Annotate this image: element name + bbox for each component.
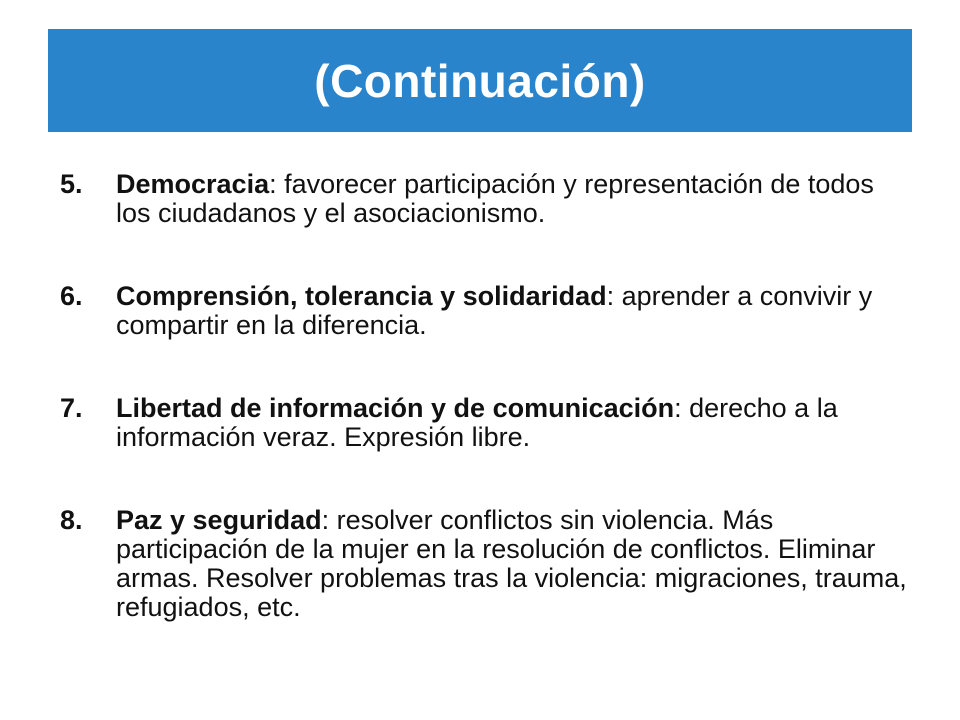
slide-title: (Continuación) <box>314 54 646 107</box>
item-term: Paz y seguridad <box>116 505 322 535</box>
item-term: Democracia <box>116 169 270 199</box>
list-item <box>60 394 910 452</box>
item-number: 5. <box>60 169 83 199</box>
item-number: 7. <box>60 393 83 423</box>
title-banner <box>48 29 912 132</box>
item-term: Comprensión, tolerancia y solidaridad <box>116 281 607 311</box>
list-item <box>60 282 910 340</box>
item-description: : derecho a la información veraz. Expresión libre. <box>116 393 838 452</box>
item-description: : favorecer participación y representación de todos los ciudadanos y el asociacionismo. <box>116 169 874 228</box>
item-term: Libertad de información y de comunicación <box>116 393 675 423</box>
list-item <box>60 506 910 622</box>
item-number: 6. <box>60 281 83 311</box>
list-item <box>60 170 910 228</box>
numbered-list <box>60 170 910 622</box>
item-description: : aprender a convivir y compartir en la diferencia. <box>116 281 873 340</box>
item-description: : resolver conflictos sin violencia. Más participación de la mujer en la resolución de conflictos. Eliminar armas. Resolver problemas tras la violencia: migraciones, trauma, refugiados, etc. <box>116 505 907 622</box>
item-number: 8. <box>60 505 83 535</box>
